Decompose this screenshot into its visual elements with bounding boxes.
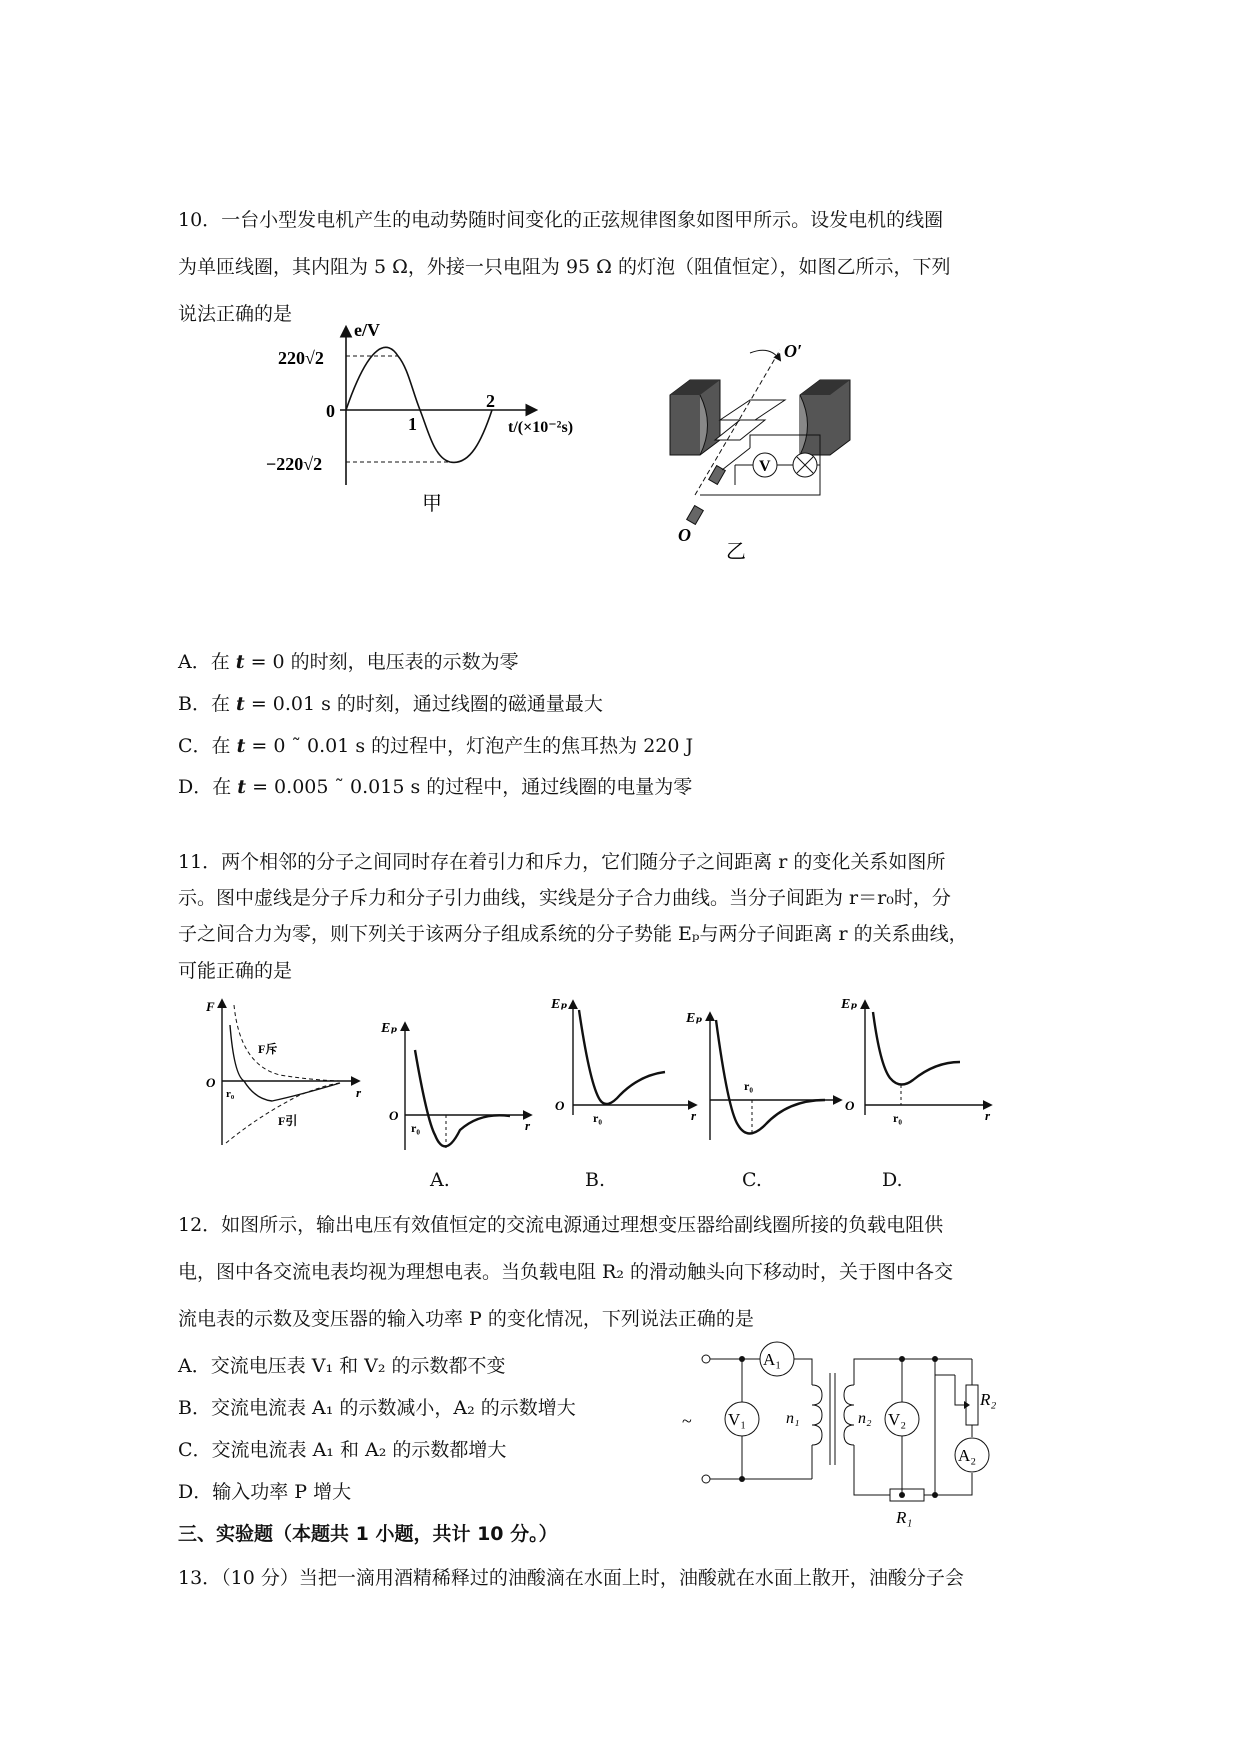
svg-text:R₂: R₂ [980, 1390, 997, 1409]
svg-text:F斥: F斥 [258, 1042, 278, 1056]
figure-ep-c [680, 1000, 850, 1150]
svg-text:Eₚ: Eₚ [551, 997, 568, 1012]
svg-text:r₀: r₀ [893, 1111, 902, 1125]
svg-text:r: r [691, 1108, 697, 1123]
q11-line-2: 示。图中虚线是分子斥力和分子引力曲线，实线是分子合力曲线。当分子间距为 r＝r₀时，分 [178, 887, 951, 909]
svg-text:r₀: r₀ [744, 1079, 753, 1093]
jia-ytick-zero: 0 [326, 401, 335, 421]
q11-line-3: 子之间合力为零，则下列关于该两分子组成系统的分子势能 Eₚ与两分子间距离 r 的关系曲线， [178, 923, 968, 945]
svg-text:V₁: V₁ [728, 1410, 747, 1429]
svg-text:O: O [845, 1098, 855, 1113]
svg-text:Eₚ: Eₚ [686, 1011, 703, 1026]
yi-label-top: O′ [784, 341, 803, 361]
svg-text:Eₚ: Eₚ [841, 997, 858, 1012]
svg-text:r: r [356, 1085, 362, 1100]
q11-caption-c: C. [742, 1169, 762, 1191]
svg-text:n₁: n₁ [786, 1410, 800, 1427]
q11-line-1: 11．两个相邻的分子之间同时存在着引力和斥力，它们随分子之间距离 r 的变化关系如图所 [178, 851, 946, 873]
jia-y-label: e/V [354, 320, 380, 340]
svg-text:V₂: V₂ [888, 1410, 907, 1429]
figure-jia-sine-graph [266, 320, 600, 520]
svg-text:O: O [389, 1108, 399, 1123]
q10-option-c: C．在 t = 0 ˜ 0.01 s 的过程中，灯泡产生的焦耳热为 220 J [178, 735, 694, 757]
figure-ep-a [375, 1010, 540, 1160]
q12-line-1: 12．如图所示，输出电压有效值恒定的交流电源通过理想变压器给副线圈所接的负载电阻供 [178, 1214, 944, 1236]
section-3-heading: 三、实验题（本题共 1 小题，共计 10 分。） [178, 1523, 558, 1545]
svg-text:r₀: r₀ [226, 1088, 235, 1100]
figure-ep-d [835, 990, 1000, 1140]
q12-line-2: 电，图中各交流电表均视为理想电表。当负载电阻 R₂ 的滑动触头向下移动时，关于图中各交 [178, 1261, 954, 1283]
svg-text:O: O [555, 1098, 565, 1113]
svg-text:r: r [525, 1118, 531, 1133]
figure-molecular-force [200, 995, 370, 1155]
q12-option-c: C．交流电流表 A₁ 和 A₂ 的示数都增大 [178, 1439, 507, 1461]
svg-text:A₁: A₁ [763, 1350, 782, 1369]
q10-option-b: B．在 t = 0.01 s 的时刻，通过线圈的磁通量最大 [178, 693, 603, 715]
q10-option-d: D．在 t = 0.005 ˜ 0.015 s 的过程中，通过线圈的电量为零 [178, 776, 693, 798]
q11-line-4: 可能正确的是 [178, 960, 293, 982]
jia-ytick-bottom: −220√2 [266, 454, 323, 474]
q10-line-2: 为单匝线圈，其内阻为 5 Ω，外接一只电阻为 95 Ω 的灯泡（阻值恒定），如图乙所示，下列 [178, 256, 951, 278]
svg-text:R₁: R₁ [896, 1508, 913, 1527]
q10-line-3: 说法正确的是 [178, 303, 293, 325]
q11-caption-d: D. [882, 1169, 903, 1191]
svg-text:r₀: r₀ [593, 1111, 602, 1125]
q12-line-3: 流电表的示数及变压器的输入功率 P 的变化情况，下列说法正确的是 [178, 1308, 754, 1330]
figure-yi-generator [660, 341, 860, 575]
svg-text:O: O [206, 1075, 216, 1090]
q10-option-a: A．在 t = 0 的时刻，电压表的示数为零 [178, 651, 519, 673]
q12-option-d: D．输入功率 P 增大 [178, 1481, 352, 1503]
svg-text:F: F [206, 999, 215, 1014]
svg-text:A₂: A₂ [958, 1446, 977, 1465]
yi-voltmeter: V [759, 458, 771, 475]
svg-text:n₂: n₂ [858, 1410, 872, 1427]
q12-option-a: A．交流电压表 V₁ 和 V₂ 的示数都不变 [178, 1355, 506, 1377]
yi-label-bottom: O [678, 525, 691, 545]
q11-caption-b: B. [585, 1169, 606, 1191]
jia-x-label: t/(×10⁻²s) [508, 419, 574, 436]
svg-text:F引: F引 [278, 1114, 298, 1128]
svg-text:r: r [985, 1108, 991, 1123]
svg-text:Eₚ: Eₚ [381, 1021, 398, 1036]
q10-line-1: 10．一台小型发电机产生的电动势随时间变化的正弦规律图象如图甲所示。设发电机的线圈 [178, 209, 944, 231]
jia-xtick-2: 2 [486, 391, 495, 411]
q13-line-1: 13．（10 分）当把一滴用酒精稀释过的油酸滴在水面上时，油酸就在水面上散开，油酸分子会 [178, 1567, 964, 1589]
svg-text:r₀: r₀ [411, 1121, 420, 1135]
q11-caption-a: A. [430, 1169, 450, 1191]
figure-transformer-circuit [682, 1345, 1010, 1527]
yi-caption: 乙 [726, 541, 746, 563]
jia-caption: 甲 [422, 493, 442, 515]
jia-xtick-1: 1 [408, 414, 417, 434]
q12-option-b: B．交流电流表 A₁ 的示数减小，A₂ 的示数增大 [178, 1397, 576, 1419]
jia-ytick-top: 220√2 [278, 348, 324, 368]
svg-text:~: ~ [682, 1411, 692, 1431]
